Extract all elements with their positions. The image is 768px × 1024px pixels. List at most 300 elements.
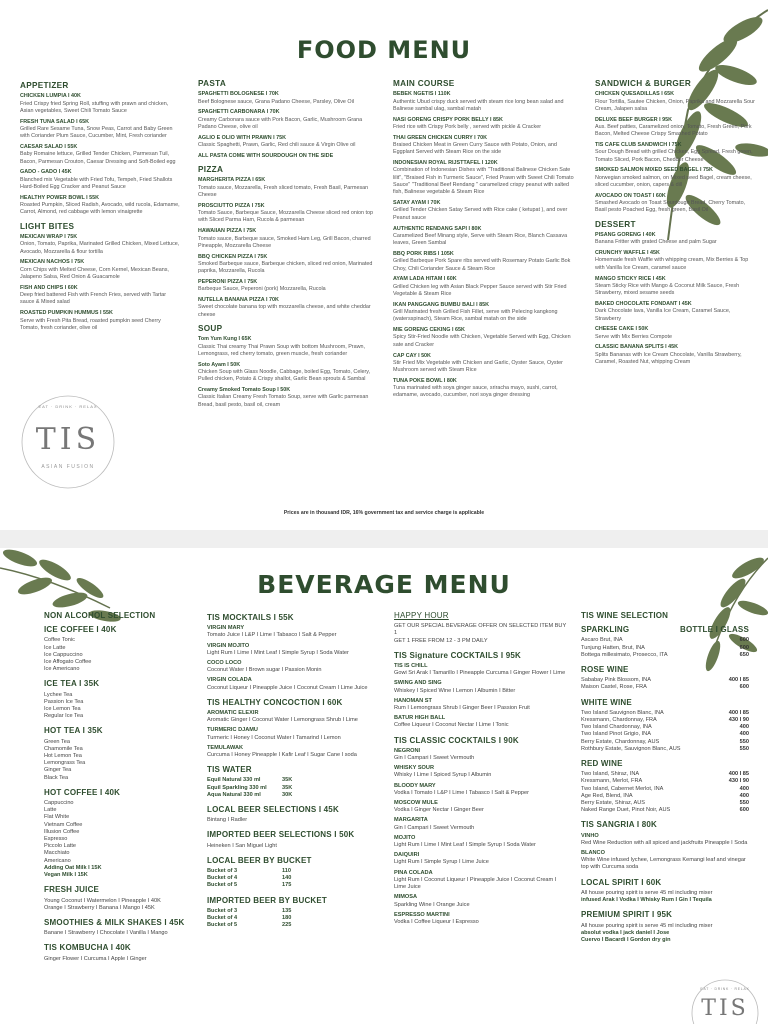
drink-item [394, 870, 569, 892]
menu-item [595, 167, 755, 189]
menu-item-description: Tuna marinated with soya ginger sauce, sriracha mayo, sushi, carrot, edamame, avocado, cucumber, nori soya ginger dressing [393, 385, 558, 399]
menu-line: Ice Affogato Coffee [44, 659, 92, 666]
menu-item-description: Onion, Tomato, Paprika, Marinated Grilled Chicken, Mixed Lettuce, Avocado, Mozzarella & flour tortilla [20, 241, 180, 255]
wine-price: 400 I 85 [728, 709, 749, 716]
menu-item-name: CRUNCHY WAFFLE I 45K [595, 250, 660, 257]
drink-name: ESPRESSO MARTINI [394, 911, 450, 918]
drink-name: MOSCOW MULE [394, 800, 438, 807]
price-row-value: 180 [282, 915, 292, 922]
menu-item [198, 387, 378, 409]
section-heading: TIS HEALTHY CONCOCTION I 60K [207, 697, 343, 707]
red-wine-row [581, 800, 749, 807]
price-row [207, 785, 382, 792]
menu-line: Coffee Tonic [44, 637, 75, 644]
section-heading: TIS MOCKTAILS I 55K [207, 613, 294, 622]
menu-item-description: Blanched mix Vegetable with Fried Tofu, Tempeh, Fried Shallots Hard-Boiled Egg Cracker and Peanut Sauce [20, 176, 173, 191]
price-row-value: 35K [282, 777, 293, 784]
menu-item [20, 234, 180, 256]
menu-item-description: Combination of Indonesian Dishes with "Traditional Balinese Chicken Sate lilit", "Braised Fish in Turmeric Sauce", Fried Prawn with Sweet Chili Tomato Sauce" "Traditional Beef Rendang " caramelized crispy peanut with salted fish, Balinese vegetable & Steam Rice [393, 167, 574, 196]
drink-item [207, 625, 382, 639]
menu-line: Cappuccino [44, 800, 74, 807]
wine-price: 550 [739, 800, 749, 807]
wine-name: Two Island Sauvignon Blanc, INA [581, 709, 664, 716]
logo-tagline-small: EAT · DRINK · RELAX [700, 987, 750, 991]
menu-item [198, 109, 378, 131]
section-heading: SANDWICH & BURGER [595, 79, 692, 88]
drink-description: Light Rum I Coconut Liqueur I Pineapple Juice I Coconut Cream I Lime Juice [394, 876, 557, 891]
section-note: ALL PASTA COME WITH SOURDOUGH ON THE SIDE [198, 152, 334, 159]
menu-item-name: CAESAR SALAD I 55K [20, 144, 78, 151]
price-row [207, 922, 382, 929]
wine-price: 600 [739, 807, 749, 814]
drink-name: MOJITO [394, 834, 416, 841]
drink-item [394, 783, 569, 797]
menu-item-description: Serve with Fresh Pita Bread, roasted pumpkin seed Cherry Tomato, fresh coriander, olive oil [20, 317, 161, 331]
drink-description: Vodka I Tomato I L&P I Lime I Tabasco I Salt & Pepper [394, 789, 529, 796]
menu-item-description: Braised Chicken Meat in Green Curry Sauce with Potato, Onion, and Eggplant Served with Steam Rice on the side [393, 142, 557, 156]
drink-description: Gin I Campari I Sweet Vermouth [394, 755, 475, 762]
wine-price: 550 [739, 738, 749, 745]
local-spirit-heading: LOCAL SPIRIT I 60K [581, 877, 662, 887]
menu-item-name: NUTELLA BANANA PIZZA I 70K [198, 297, 279, 304]
menu-item-description: Serve with Mix Berries Compote [595, 333, 672, 340]
wine-price: 400 I 85 [728, 771, 749, 778]
drink-name: WHISKY SOUR [394, 765, 434, 772]
tis-logo-small [690, 978, 760, 1024]
drink-item [207, 677, 382, 691]
drink-description: Whiskey I Spiced Wine I Lemon I Albumin I Bitter [394, 687, 516, 694]
menu-line: Americano [44, 857, 71, 864]
menu-line: Flat White [44, 814, 70, 821]
drink-name: SWING AND SING [394, 680, 442, 687]
menu-item [393, 353, 578, 375]
menu-item-description: Classic Thai creamy Thai Prawn Soup with bottom Mushroom, Prawn, Lemongrass, red cherry tomato, green muscle, fresh coriander [198, 343, 365, 357]
menu-item-description: Creamy Carbonara sauce with Pork Bacon, Garlic, Mushroom Grana Padano Cheese, olive oil [198, 116, 363, 130]
menu-item [393, 160, 578, 196]
add-on-line: Vegan Milk I 15K [44, 872, 88, 879]
menu-line: Banane I Strawberry I Chocolate I Vanilla I Mango [44, 930, 168, 937]
sangria-name: VINHO [581, 832, 599, 839]
menu-item [595, 276, 755, 298]
menu-line: Heineken I San Miguel Light [207, 842, 277, 849]
menu-item-name: CLASSIC BANANA SPLITS I 45K [595, 344, 679, 351]
menu-item [198, 362, 378, 384]
menu-item-description: Chicken Soup with Glass Noodle, Cabbage, boiled Egg, Tomato, Celery, Pulled chicken, Potato & Crispy shallot, Garlic Bean sprouts & Sambal [198, 369, 371, 383]
section-heading: IMPORTED BEER BY BUCKET [207, 895, 328, 905]
price-row-label: Equil Natural 330 ml [207, 777, 261, 784]
price-row-label: Bucket of 3 [207, 907, 238, 914]
wine-price: 400 [739, 785, 749, 792]
menu-item-description: Splits Bananas with Ice Cream Chocolate, Vanilla Strawberry, Caramel, Roasted Nut, whipping Cream [595, 351, 742, 365]
menu-item-description: Norwegian smoked salmon, on Mixed seed Bagel, cream cheese, sliced cucumber, onion, capers & dill [595, 174, 752, 189]
section-heading: ICE TEA I 35K [44, 679, 100, 689]
price-row [207, 792, 382, 799]
drink-item [394, 748, 569, 762]
menu-item [595, 91, 755, 113]
section-heading: ICE COFFEE I 40K [44, 625, 117, 635]
price-row-value: 140 [282, 875, 292, 882]
price-row-value: 110 [282, 868, 292, 875]
menu-item-name: Soto Ayam I 50K [198, 361, 241, 368]
menu-line: Lemongrass Tea [44, 760, 86, 767]
wine-price: 400 I 85 [728, 677, 749, 684]
menu-item-description: Caramelized Beef Minang style, Serve with Steam Rice, Blanch Cassava leaves, Green Sambal [393, 232, 568, 247]
food-column-4 [595, 80, 755, 370]
sangria-description: Red Wine Reduction with all spiced and jackfruits Pineapple I Soda [581, 839, 748, 846]
menu-item-name: FRESH TUNA SALAD I 65K [20, 118, 89, 125]
drink-name: PINA COLADA [394, 869, 433, 876]
sangria-heading: TIS SANGRIA I 80K [581, 820, 658, 830]
menu-item [20, 169, 180, 191]
menu-item-name: AUTHENTIC RENDANG SAPI I 80K [393, 225, 482, 232]
wine-name: Sababay Pink Blossom, INA [581, 677, 651, 684]
menu-item-description: Beef Bolognese sauce, Grana Padano Cheese, Parsley, Olive Oil [198, 98, 355, 105]
beverage-menu-title: BEVERAGE MENU [257, 570, 511, 599]
drink-name: BATUR HIGH BALL [394, 715, 446, 722]
menu-item-description: Grilled Rare Sesame Tuna, Snow Peas, Carrot and Baby Green with Coriander Plum Sauce, Cucumber, Mint, Fresh coriander [20, 125, 173, 140]
section-heading: SMOOTHIES & MILK SHAKES I 45K [44, 917, 185, 927]
sangria-description: White Wine infused lychee, Lemongrass Kemangi leaf and vinegar top with Curcuma soda [581, 857, 746, 871]
menu-item-description: Dark Chocolate lava, Vanilla Ice Cream, Caramel Sauce, Strawberry [595, 308, 731, 322]
drink-description: Coconut Water I Brown sugar I Passion Monin [207, 667, 322, 674]
section-heading: LOCAL BEER SELECTIONS I 45K [207, 805, 339, 815]
happy-hour-line: GET 1 FREE FROM 12 - 3 PM DAILY [394, 637, 488, 644]
menu-item [20, 195, 180, 217]
menu-line: Hot Lemon Tea [44, 753, 82, 760]
bottle-glass-label: BOTTLE I GLASS [679, 625, 749, 635]
menu-item-description: Banana Fritter with grated Cheese and palm Sugar [595, 239, 717, 246]
section-heading: FRESH JUICE [44, 885, 100, 895]
logo-subtitle: ASIAN FUSION [41, 464, 95, 470]
wine-name: Two Island Chardonnay, INA [581, 724, 652, 731]
menu-item [20, 119, 180, 141]
rose-wine-row [581, 684, 749, 691]
menu-item [198, 91, 378, 106]
drink-item [394, 698, 569, 712]
price-note: Prices are in thousand IDR, 16% government tax and service charge is applicable [283, 510, 485, 516]
menu-item [20, 310, 180, 332]
wine-name: Tunjung Hatten, Brut, INA [581, 644, 645, 651]
drink-item [207, 710, 382, 724]
price-row-value: 135 [282, 907, 292, 914]
menu-line: Macchiato [44, 850, 70, 857]
price-row-label: Aqua Natural 330 ml [207, 791, 261, 798]
menu-item-name: AGLIO E OLIO WITH PRAWN I 75K [198, 134, 287, 141]
white-wine-row [581, 724, 749, 731]
menu-item-name: CHEESE CAKE I 50K [595, 326, 649, 333]
white-wine-row [581, 717, 749, 724]
drink-description: Sparkling Wine I Orange Juice [394, 901, 470, 908]
drink-description: Gin I Campari I Sweet Vermouth [394, 824, 475, 831]
menu-item-name: PROSCIUTTO PIZZA I 75K [198, 202, 265, 209]
menu-line: Lychee Tea [44, 691, 73, 698]
menu-item-name: Tom Yum Kung I 65K [198, 336, 252, 343]
price-row [207, 908, 382, 915]
menu-item-description: Smashed Avocado on Toast Sourdough Bread, Cherry Tomato, Basil pesto Poached Egg, fresh green, Basil Oil [595, 200, 746, 214]
section-heading: IMPORTED BEER SELECTIONS I 50K [207, 830, 355, 840]
menu-line: Chamomile Tea [44, 745, 83, 752]
price-row [207, 777, 382, 784]
menu-item-name: SMOKED SALMON MIXED SEED BAGEL I 75K [595, 167, 713, 174]
drink-description: Light Rum I Lime I Mint Leaf I Simple Syrup I Soda Water [207, 649, 349, 656]
menu-line: Espresso [44, 836, 68, 843]
menu-item [393, 117, 578, 132]
section-heading: DESSERT [595, 219, 636, 229]
menu-line: Orange I Strawberry I Banana I Mango I 45K [44, 904, 155, 911]
menu-item-description: Deep fried battered Fish with French Fries, served with Tartar sauce & Mixed salad [20, 292, 167, 306]
menu-item-name: BBQ CHICKEN PIZZA I 75K [198, 253, 268, 260]
menu-line: Ice Lemon Tea [44, 706, 81, 713]
menu-line: Regular Ice Tea [44, 713, 84, 720]
menu-item-name: CHICKEN QUESADILLAS I 65K [595, 91, 675, 98]
menu-item-description: Grill Marinated fresh Grilled Fish Fillet, serve with Pelecing kangkong (watersspinach), Steam Rice, sambal matah on the side [393, 309, 558, 323]
wine-price: 400 [739, 792, 749, 799]
price-row [207, 875, 382, 882]
menu-line: Ginger Tea [44, 767, 72, 774]
price-row-label: Bucket of 3 [207, 868, 238, 875]
menu-item-description: Homemade fresh Waffle with whipping cream, Mix Berries & Top with Vanilla Ice Cream, caramel sauce [595, 257, 749, 271]
drink-name: BLOODY MARY [394, 782, 436, 789]
section-heading: LIGHT BITES [20, 221, 75, 231]
happy-hour-line: GET OUR SPECIAL BEVERAGE OFFER ON SELECTED ITEM BUY 1 [394, 623, 567, 637]
menu-item [20, 259, 180, 281]
menu-item [393, 276, 578, 298]
wine-name: Naked Range Duet, Pinot Noir, AUS [581, 807, 671, 814]
drink-description: Vodka I Ginger Nectar I Ginger Beer [394, 807, 484, 814]
menu-line: Bintang I Radler [207, 817, 248, 824]
price-row-label: Equil Sparkling 330 ml [207, 784, 267, 791]
menu-line: Ice Latte [44, 644, 66, 651]
menu-item-name: PEPERONI PIZZA I 75K [198, 279, 258, 286]
food-column-1 [20, 82, 180, 336]
drink-description: Whisky I Lime I Spiced Syrup I Albumin [394, 772, 492, 779]
drink-description: Gowi Sri Arak I Tamarillo I Pineapple Curcuma I Ginger Flower I Lime [394, 670, 566, 677]
happy-hour-heading: HAPPY HOUR [394, 611, 449, 620]
drink-description: Curcuma I Honey Pineapple I Kafir Leaf I Sugar Cane I soda [207, 752, 357, 759]
menu-item-name: MIE GORENG CEKING I 65K [393, 327, 465, 334]
menu-item-description: Sour Dough Bread with grilled Chicken, Egg Spread, Fresh green, Tomato Sliced, Pork Bacon, Chedder Cheese [595, 149, 753, 163]
wine-price: 400 [739, 724, 749, 731]
menu-item-name: CAP CAY I 50K [393, 352, 431, 359]
menu-item-name: HEALTHY POWER BOWL I 55K [20, 194, 100, 201]
drink-item [394, 765, 569, 779]
sparkling-heading [581, 626, 749, 633]
menu-line: Ice Americano [44, 666, 80, 673]
menu-item-name: FISH AND CHIPS I 60K [20, 284, 78, 291]
menu-item-name: MANGO STICKY RICE I 45K [595, 275, 666, 282]
local-spirit-list: infused Arak I Vodka I Whisky Rum I Gin I Tequila [581, 897, 712, 904]
menu-item-name: IKAN PANGGANG BUMBU BALI I 85K [393, 301, 490, 308]
menu-item-name: CHICKEN LUMPIA I 40K [20, 93, 81, 100]
menu-item-description: Barbeque Sauce, Peperoni (pork) Mozzarella, Rucola [198, 286, 326, 293]
premium-spirit-list: absolut vodka I jack daniel I Jose Cuervo I Bacardi I Gordon dry gin [581, 929, 671, 943]
drink-description: Light Rum I Simple Syrup I Lime Juice [394, 859, 489, 866]
wine-name: Two Island Pinot Grigio, INA [581, 731, 651, 738]
wine-price: 430 I 90 [728, 778, 749, 785]
menu-item [595, 301, 755, 323]
section-heading: APPETIZER [20, 81, 69, 90]
wine-price: 600 [739, 637, 749, 644]
price-row [207, 915, 382, 922]
menu-line: Ginger Flower I Curcuma I Apple I Ginger [44, 955, 147, 962]
menu-item-name: AVOCADO ON TOAST I 60K [595, 192, 666, 199]
menu-line: Illusion Coffee [44, 828, 80, 835]
drink-description: Vodka I Coffee Liqueur I Espresso [394, 918, 479, 925]
drink-name: AROMATIC ELEXIR [207, 710, 259, 717]
menu-item-description: Fried rice with Crispy Pork belly , served with pickle & Cracker [393, 123, 541, 130]
menu-item-description: Tomato sauce, Barbeque sauce, Smoked Ham Leg, Grill Bacon, charred Pineapple, Mozzarella Cheese [198, 235, 371, 249]
spirit-note: All house pouring spirit is serve 45 ml including mixer [581, 889, 713, 896]
menu-item [595, 193, 755, 215]
section-heading: MAIN COURSE [393, 79, 455, 88]
menu-item-name: MEXICAN WRAP I 75K [20, 234, 78, 241]
menu-item-description: Steam Sticky Rice with Mango & Coconut Milk Sauce, Fresh Strawberry, mixed sesame seeds [595, 282, 740, 297]
menu-item-name: BEBEK NGETIS I 110K [393, 91, 451, 98]
menu-item-name: TIS CAFE CLUB SANDWICH I 75K [595, 142, 682, 149]
drink-name: COCO LOCO [207, 660, 242, 667]
section-heading: TIS KOMBUCHA I 40K [44, 943, 131, 953]
menu-item [198, 228, 378, 250]
price-row-label: Bucket of 5 [207, 882, 238, 889]
beverage-column-2 [207, 614, 382, 930]
wine-name: Bottega millesimato, Prosecco, ITA [581, 651, 668, 658]
menu-item [393, 378, 578, 400]
menu-item-name: MEXICAN NACHOS I 75K [20, 259, 85, 266]
section-heading: SOUP [198, 324, 223, 334]
menu-item-description: Sweet chocolate banana top with mozzarella cheese, and white cheddar cheese [198, 304, 371, 318]
menu-line: Vietnam Coffee [44, 821, 83, 828]
menu-item-name: AYAM LADA HITAM I 60K [393, 276, 457, 283]
page-divider [0, 530, 768, 548]
sangria-item [581, 850, 749, 872]
menu-item-description: Fried Crispy fried Spring Roll, stuffing with prawn and chicken, Asian vegetables, Sweet Chili Tomato Sauce [20, 100, 169, 114]
wine-name: Two Island, Shiraz, INA [581, 771, 640, 778]
menu-line: Young Coconut I Watermelon I Pineapple I 40K [44, 897, 161, 904]
drink-item [207, 727, 382, 741]
menu-item-description: Stir Fried Mix Vegetable with Chicken and Garlic, Oyster Sauce, Oyster Mushroom served with Steam Rice [393, 359, 563, 374]
menu-item [198, 135, 378, 150]
menu-item [20, 144, 180, 166]
menu-item-name: DELUXE BEEF BURGER I 95K [595, 116, 672, 123]
tis-logo [18, 392, 118, 492]
beverage-column-4 [581, 612, 749, 944]
menu-item [393, 251, 578, 273]
white-wine-row [581, 739, 749, 746]
menu-item-name: HAWAIIAN PIZZA I 75K [198, 228, 257, 235]
wine-price: 650 [739, 651, 749, 658]
section-heading: TIS Signature COCKTAILS I 95K [394, 650, 521, 660]
wine-name: Kressmann, Merlot, FRA [581, 778, 643, 785]
menu-item [595, 344, 755, 366]
drink-name: DAIQUIRI [394, 852, 420, 859]
red-wine-row [581, 786, 749, 793]
wine-name: Age Red, Blend, INA [581, 792, 633, 799]
menu-item-description: Tomato Sauce, Barbeque Sauce, Mozzarella Cheese sliced red onion top with Sliced Parma Ham, Rucola & parmesan [198, 210, 373, 224]
menu-item [198, 254, 378, 276]
drink-name: MARGARITA [394, 817, 428, 824]
menu-line: Ice Cappuccino [44, 651, 83, 658]
menu-item-name: BBQ PORK RIBS I 105K [393, 250, 454, 257]
drink-item [394, 663, 569, 677]
wine-name: Ascaro Brut, INA [581, 637, 623, 644]
menu-item [393, 302, 578, 324]
rose-wine-row [581, 677, 749, 684]
menu-item [198, 177, 378, 199]
menu-item-name: INDONESIAN ROYAL RIJSTTAFEL I 120K [393, 160, 498, 167]
drink-item [394, 715, 569, 729]
drink-name: VIRGIN MOJITO [207, 642, 250, 649]
drink-description: Coffee Liqueur I Coconut Nectar I Lime I Tonic [394, 722, 509, 729]
drink-item [207, 745, 382, 759]
menu-item [20, 285, 180, 307]
menu-item-name: ROASTED PUMPKIN HUMMUS I 55K [20, 310, 113, 317]
drink-name: TURMERIC DJAMU [207, 727, 258, 734]
drink-name: TEMULAWAK [207, 744, 244, 751]
price-row [207, 882, 382, 889]
menu-item-description: Grilled Barbeque Pork Spare ribs served with Rosemary Potato Garlic Bok Choy, Chili Coriander Sauce & Steam Rice [393, 258, 571, 272]
menu-item-name: SATAY AYAM I 70K [393, 200, 441, 207]
menu-item [595, 250, 755, 272]
menu-item-description: Grilled Chicken leg with Asian Black Pepper Sauce served with Stir Fried Vegetable & Steam Rice [393, 283, 567, 297]
menu-item [595, 117, 755, 139]
price-row-label: Bucket of 5 [207, 922, 238, 929]
price-row-value: 30K [282, 791, 293, 798]
menu-item-description: Classic Spaghetti, Prawn, Garlic, Red chili sauce & Virgin Olive oil [198, 142, 356, 149]
red-wine-row [581, 771, 749, 778]
drink-name: VIRGIN MARY [207, 625, 245, 632]
rose-heading: ROSE WINE [581, 665, 629, 675]
menu-item-description: Flour Tortilla, Sautee Chicken, Onion, Paprika and Mozzarella Sour Cream, Jalapen salsa [595, 98, 755, 112]
section-heading: HOT COFFEE I 40K [44, 787, 121, 797]
add-on-line: Adding Oat Milk I 15K [44, 864, 102, 871]
drink-item [394, 680, 569, 694]
menu-item-name: THAI GREEN CHICKEN CURRY I 70K [393, 134, 488, 141]
food-column-2 [198, 80, 378, 412]
menu-item-name: TUNA POKE BOWL I 80K [393, 377, 457, 384]
menu-item [595, 326, 755, 341]
menu-item [393, 226, 578, 248]
section-heading: PIZZA [198, 165, 224, 175]
drink-description: Light Rum I Lime I Mint Leaf I Simple Syrup I Soda Water [394, 842, 536, 849]
menu-item [198, 203, 378, 225]
wine-name: Rothbury Estate, Sauvignon Blanc, AUS [581, 745, 681, 752]
beverage-menu-page [0, 548, 768, 1024]
menu-item [595, 142, 755, 164]
menu-item [393, 135, 578, 157]
sparkling-wine-row [581, 637, 749, 644]
menu-item-description: Baby Romaine lettuce, Grilled Tender Chicken, Parmesan Tuil, Bacon, Parmesan Crouton, Caesar Dressing and Soft-Boiled egg [20, 151, 176, 165]
menu-item-name: PISANG GORENG I 40K [595, 232, 656, 239]
wine-price: 550 [739, 745, 749, 752]
menu-item-description: Corn Chips with Melted Cheese, Corn Kernel, Mexican Beans, Jalapeno Salsa, Red Onion & Guacamole [20, 266, 169, 281]
drink-name: TIS IS CHILL [394, 663, 428, 670]
drink-name: MIMOSA [394, 894, 417, 901]
menu-item-description: Aus. Beef patties, Caramelized onion, Tomato, Fresh Green, Pork Bacon, Melted Cheese Crispy Smashed Potato [595, 123, 752, 138]
drink-item [207, 660, 382, 674]
wine-selection-heading: TIS WINE SELECTION [581, 611, 669, 620]
menu-item [393, 91, 578, 113]
drink-description: Coconut Liqueur I Pineapple Juice I Coconut Cream I Lime Juice [207, 684, 368, 691]
food-column-3 [393, 80, 578, 403]
menu-item-name: SPAGHETTI BOLOGNESE I 70K [198, 91, 279, 98]
drink-item [394, 817, 569, 831]
section-heading: TIS CLASSIC COCKTAILS I 90K [394, 735, 519, 745]
price-row [207, 868, 382, 875]
menu-item [393, 327, 578, 349]
white-wine-row [581, 746, 749, 753]
wine-name: Berry Estate, Chardonnay, AUS [581, 738, 660, 745]
price-row-value: 35K [282, 784, 293, 791]
